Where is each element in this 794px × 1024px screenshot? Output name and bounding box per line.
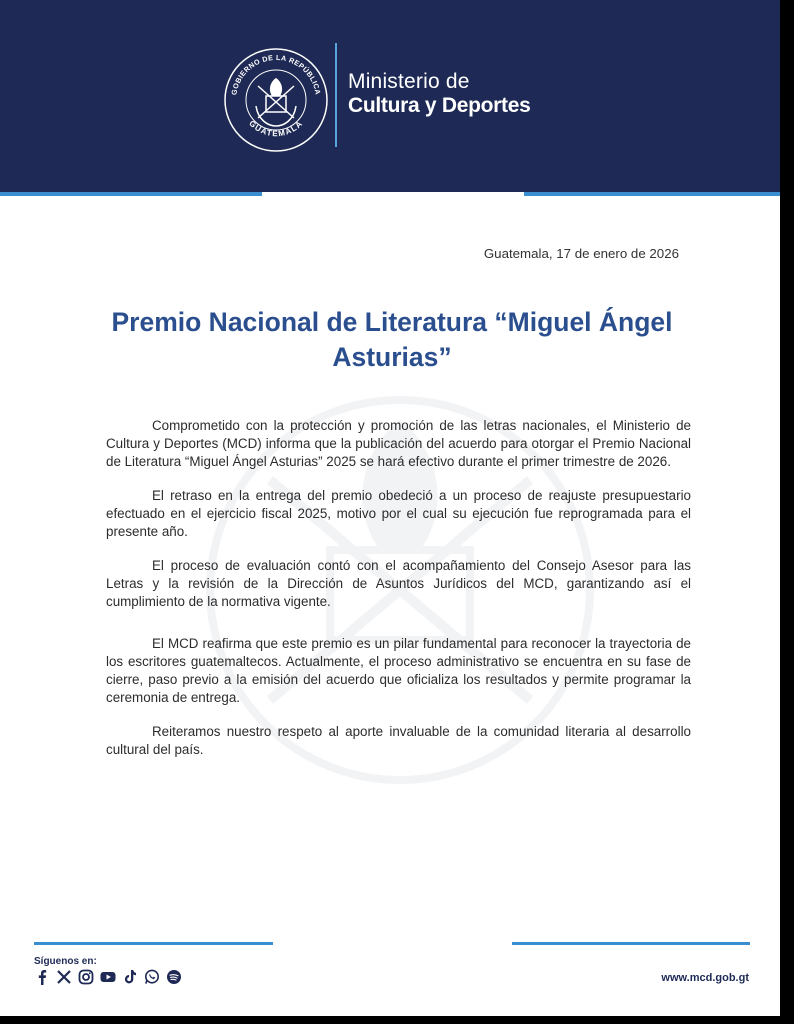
follow-label: Síguenos en: [34, 956, 97, 967]
tiktok-icon[interactable] [121, 968, 139, 986]
logo-divider [335, 43, 337, 147]
paragraph-2: El retraso en la entrega del premio obedeció a un proceso de reajuste presupuestario efectuado en el ejercicio fiscal 2025, motivo por el cual su ejecución fue reprogramada para el presente año. [106, 488, 691, 539]
letterhead-banner [0, 0, 780, 192]
document-date: Guatemala, 17 de enero de 2026 [483, 246, 679, 261]
svg-text:GOBIERNO DE LA REPÚBLICA: GOBIERNO DE LA REPÚBLICA [229, 52, 323, 96]
website-link[interactable]: www.mcd.gob.gt [661, 972, 749, 984]
x-icon[interactable] [55, 968, 73, 986]
footer-accent-left [34, 942, 273, 945]
ministry-line-1: Ministerio de [348, 70, 470, 93]
document-title: Premio Nacional de Literatura “Miguel Ángel Asturias” [111, 307, 673, 372]
social-links [33, 968, 183, 986]
paragraph-1: Comprometido con la protección y promoción de las letras nacionales, el Ministerio de Cultura y Deportes (MCD) informa que la publicación del acuerdo para otorgar el Premio Nacional de Literatura “Miguel Ángel Asturias” 2025 se hará efectivo durante el primer trimestre de 2026. [106, 418, 691, 469]
header-accent-right [524, 192, 780, 196]
spotify-icon[interactable] [165, 968, 183, 986]
youtube-icon[interactable] [99, 968, 117, 986]
paragraph-4: El MCD reafirma que este premio es un pilar fundamental para reconocer la trayectoria de los escritores guatemaltecos. Actualmente, el proceso administrativo se encuentra en su fase de cierre, paso previo a la emisión del acuerdo que oficializa los resultados y permite programar la ceremonia de entrega. [106, 636, 691, 705]
whatsapp-icon[interactable] [143, 968, 161, 986]
document-body [106, 417, 691, 775]
header-accent-left [0, 192, 262, 196]
ministry-name [348, 70, 530, 118]
facebook-icon[interactable] [33, 968, 51, 986]
guatemala-seal-icon [222, 46, 330, 154]
paragraph-5: Reiteramos nuestro respeto al aporte invaluable de la comunidad literaria al desarrollo cultural del país. [106, 724, 691, 757]
footer-accent-right [512, 942, 750, 945]
paragraph-3: El proceso de evaluación contó con el acompañamiento del Consejo Asesor para las Letras y la revisión de la Dirección de Asuntos Jurídicos del MCD, garantizando así el cumplimiento de la normativa vigente. [106, 558, 691, 609]
ministry-line-2: Cultura y Deportes [348, 94, 531, 117]
instagram-icon[interactable] [77, 968, 95, 986]
svg-text:GUATEMALA: GUATEMALA [247, 118, 305, 139]
